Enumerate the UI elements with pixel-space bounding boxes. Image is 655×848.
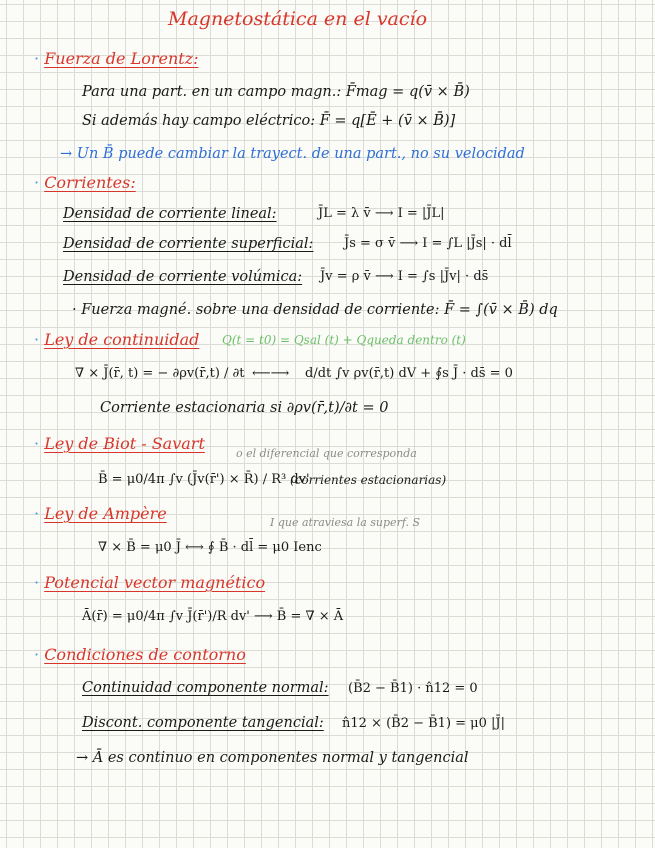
- corriente-estacionaria: Corriente estacionaria si ∂ρv(r̄,t)/∂t = 0: [100, 400, 389, 416]
- biot-note: (corrientes estacionarias): [290, 473, 447, 487]
- continuidad-eq-right: d/dt ∫v ρv(r̄,t) dV + ∮s J̄ · ds̄ = 0: [305, 366, 513, 381]
- ampere-gray-note: I que atraviesa la superf. S: [270, 516, 421, 529]
- heading-ampere: · Ley de Ampère: [34, 504, 167, 523]
- corriente-superficial-label: Densidad de corriente superficial:: [63, 236, 314, 252]
- corriente-lineal-eq: J̄L = λ v̄ ⟶ I = |J̄L|: [318, 206, 445, 221]
- corriente-volumica-eq: J̄v = ρ v̄ ⟶ I = ∫s |J̄v| · ds̄: [320, 269, 489, 284]
- continuidad-eq-left: ∇ × J̄(r̄, t) = − ∂ρv(r̄,t) / ∂t: [75, 366, 245, 381]
- potencial-vector-eq: Ā(r̄) = μ0/4π ∫v J̄(r̄')/R dv' ⟶ B̄ = ∇ × Ā: [82, 609, 344, 624]
- contorno-tangencial-eq: n̂12 × (B̄2 − B̄1) = μ0 |J̄|: [342, 716, 506, 731]
- contorno-normal-label: Continuidad componente normal:: [82, 680, 329, 696]
- continuidad-arrow: ⟵⟶: [252, 366, 290, 381]
- biot-savart-eq: B̄ = μ0/4π ∫v (J̄v(r̄') × R̄) / R³ dv': [98, 472, 310, 487]
- continuidad-green-eq: Q(t = t0) = Qsal (t) + Qqueda dentro (t): [222, 333, 466, 347]
- page-title: Magnetostática en el vacío: [168, 8, 428, 30]
- contorno-note: → Ā es continuo en componentes normal y tangencial: [76, 750, 469, 766]
- ampere-eq: ∇ × B̄ = μ0 J̄ ⟷ ∮ B̄ · dl̄ = μ0 Ienc: [98, 540, 322, 555]
- heading-lorentz: · Fuerza de Lorentz:: [34, 49, 199, 68]
- lorentz-line-2: Si además hay campo eléctrico: F̄ = q[Ē + (v̄ × B̄)]: [82, 113, 456, 129]
- heading-continuidad: · Ley de continuidad: [34, 330, 200, 349]
- biot-gray-note: o el diferencial que corresponda: [236, 447, 417, 460]
- corriente-superficial-eq: J̄s = σ v̄ ⟶ I = ∫L |J̄s| · dl̄: [344, 236, 512, 251]
- corriente-lineal-label: Densidad de corriente lineal:: [63, 206, 277, 222]
- heading-corrientes: · Corrientes:: [34, 173, 136, 192]
- lorentz-line-1: Para una part. en un campo magn.: F̄mag = q(v̄ × B̄): [82, 84, 470, 100]
- heading-biot-savart: · Ley de Biot - Savart: [34, 434, 205, 453]
- contorno-normal-eq: (B̄2 − B̄1) · n̂12 = 0: [348, 681, 478, 696]
- heading-potencial-vector: · Potencial vector magnético: [34, 573, 266, 592]
- lorentz-note: → Un B̄ puede cambiar la trayect. de una part., no su velocidad: [60, 146, 525, 162]
- contorno-tangencial-label: Discont. componente tangencial:: [82, 715, 324, 731]
- corriente-volumica-label: Densidad de corriente volúmica:: [63, 269, 303, 285]
- heading-condiciones-contorno: · Condiciones de contorno: [34, 645, 246, 664]
- fuerza-densidad: · Fuerza magné. sobre una densidad de corriente: F̄ = ∫(v̄ × B̄) dq: [72, 302, 558, 318]
